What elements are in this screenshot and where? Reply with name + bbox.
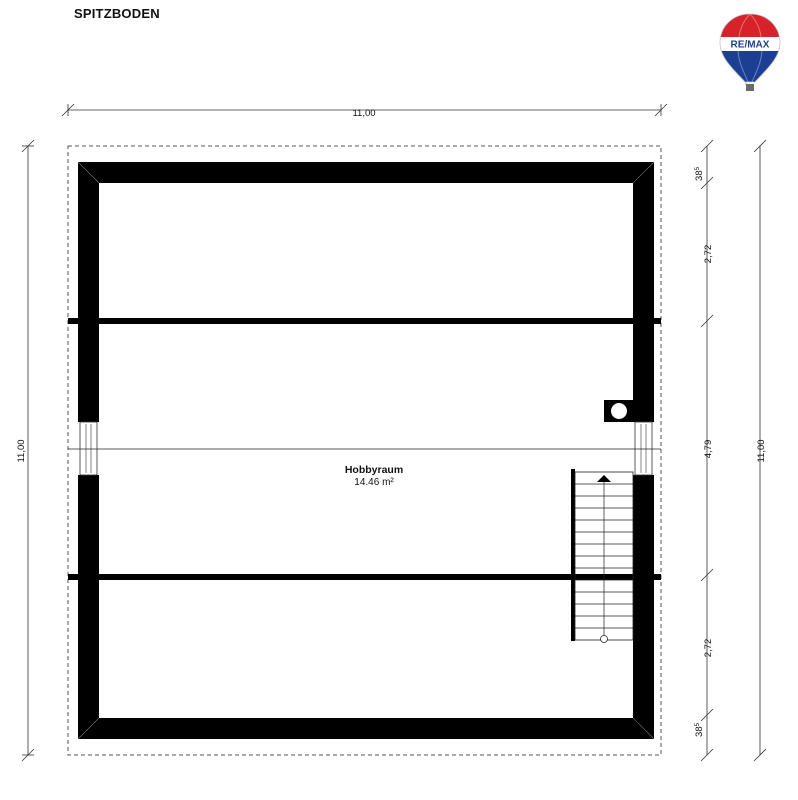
roof-beam-upper <box>68 318 661 324</box>
dimension-top <box>62 104 667 119</box>
dim-left-height: 11,00 <box>16 439 27 463</box>
dimension-right-total <box>754 140 767 761</box>
dim-right-seg-5: $38^5$ <box>694 723 705 737</box>
dim-right-seg-4: 2,72 <box>703 638 714 658</box>
dim-right-seg-3: 4,79 <box>703 439 714 459</box>
window-right <box>635 422 652 475</box>
chimney-icon <box>604 400 633 422</box>
stair-start-icon <box>601 636 608 643</box>
dim-right-total: 11,00 <box>756 439 767 463</box>
outer-walls <box>78 162 654 739</box>
plan-title: SPITZBODEN <box>74 6 160 21</box>
logo-text: RE/MAX <box>730 39 770 51</box>
up-arrow-icon <box>597 475 611 482</box>
room-name: Hobbyraum <box>344 464 404 476</box>
dim-top-width: 11,00 <box>352 108 376 119</box>
dim-right-seg-2: 2,72 <box>703 244 714 264</box>
window-left <box>80 422 97 475</box>
dimension-right-segments <box>694 140 714 761</box>
dimension-left <box>16 140 34 761</box>
dim-right-seg-1: $38^5$ <box>694 167 705 181</box>
wall-corners <box>78 162 654 739</box>
room-area: 14.46 m² <box>354 477 394 488</box>
staircase <box>571 469 633 643</box>
roof-outline <box>68 146 661 755</box>
